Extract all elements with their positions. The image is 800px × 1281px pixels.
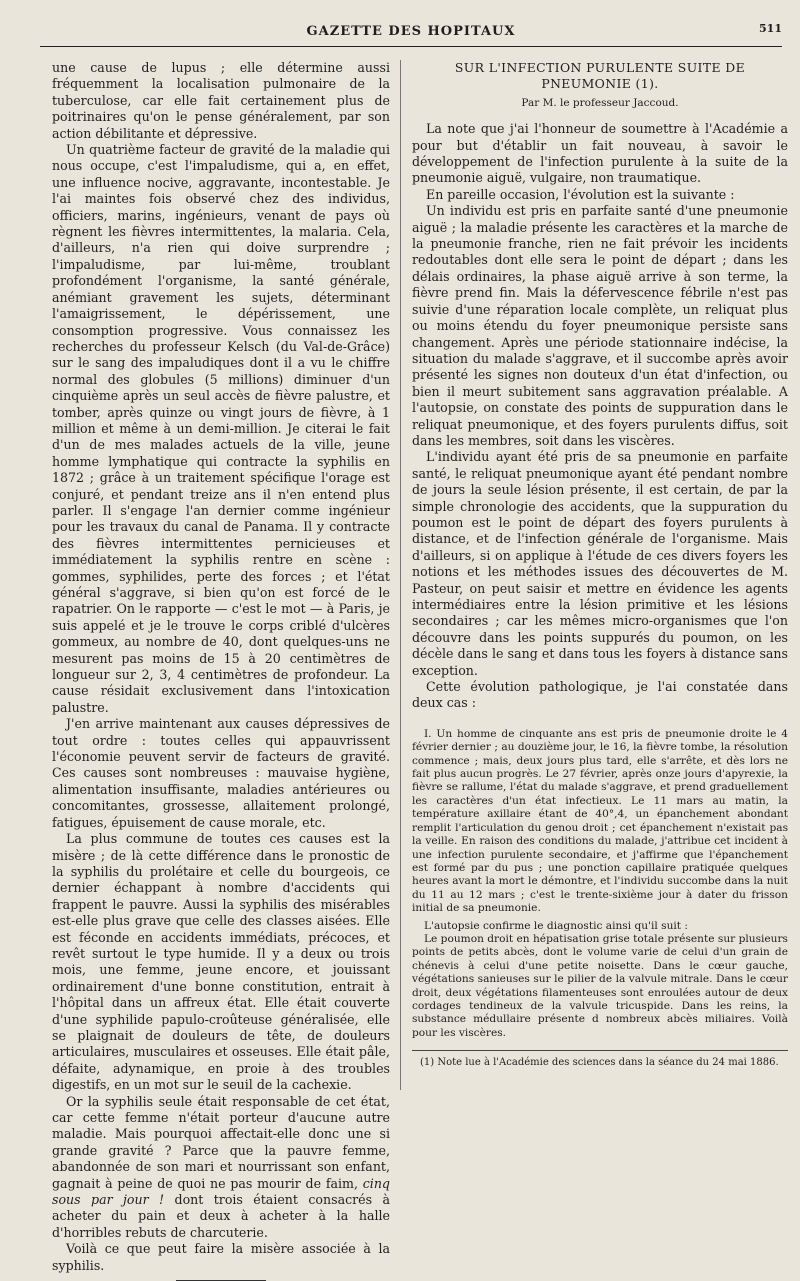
paragraph: J'en arrive maintenant aux causes dépressives de tout ordre : toutes celles qui appauvrissent l'économie peuvent servir de facteurs de gravité. Ces causes sont nombreuses : mauvaise hygiène, alimentation insuffisante, maladies antérieures ou concomitantes, grossesse, allaitement prolongé, fatigues, épuisement de cause morale, etc. <box>52 716 390 830</box>
paragraph: La note que j'ai l'honneur de soumettre à l'Académie a pour but d'établir un fait nouveau, à savoir le développement de l'infection purulente à la suite de la pneumonie aiguë, vulgaire, non traumatique. <box>412 121 788 186</box>
footnote-rule <box>412 1050 788 1051</box>
paragraph: L'individu ayant été pris de sa pneumonie en parfaite santé, le reliquat pneumonique ayant été pendant nombre de jours la seule lésion présente, il est certain, de par la simple chronologie des accidents, que la suppuration du poumon est le point de départ des foyers purulents à distance, et de l'infection générale de l'organisme. Mais d'ailleurs, si on applique à l'étude de ces divers foyers les notions et les méthodes issues des découvertes de M. Pasteur, on peut saisir et mettre en évidence les agents intermédiaires entre la lésion primitive et les lésions secondaires ; car les mêmes micro-organismes que l'on découvre dans les points suppurés du poumon, on les décèle dans le sang et dans tous les foyers à distance sans exception. <box>412 449 788 678</box>
column-divider <box>400 60 401 1090</box>
emphasis-text: cinq sous par jour ! <box>52 1175 390 1208</box>
paragraph-text: Or la syphilis seule était responsable de cet état, car cette femme n'était porteur d'aucune autre maladie. Mais pourquoi affectait-elle donc une si grande gravité ? Parce que la pauvre femme, abandonnée de son mari et nourrissant son enfant, gagnait à peine de quoi ne pas mourir de faim, <box>52 1093 390 1191</box>
journal-title: GAZETTE DES HOPITAUX <box>306 24 516 39</box>
right-column <box>412 60 788 1069</box>
case-paragraph: I. Un homme de cinquante ans est pris de pneumonie droite le 4 février dernier ; au douzième jour, le 16, la fièvre tombe, la résolution commence ; mais, deux jours plus tard, elle s'arrête, et dès lors ne fait plus aucun progrès. Le 27 février, après onze jours d'apyrexie, la fièvre se rallume, l'état du malade s'aggrave, et prend graduellement les caractères d'un état infectieux. Le 11 mars au matin, la température axillaire étant de 40°,4, un épanchement abondant remplit l'articulation du genou droit ; cet épanchement n'existait pas la veille. En raison des conditions du malade, j'attribue cet incident à une infection purulente secondaire, et j'affirme que l'épanchement est formé par du pus ; une ponction capillaire pratiquée quelques heures avant la mort le démontre, et l'individu succombe dans la nuit du 11 au 12 mars ; c'est le trente-sixième jour à dater du frisson initial de sa pneumonie. <box>412 727 788 915</box>
paragraph: Cette évolution pathologique, je l'ai constatée dans deux cas : <box>412 679 788 711</box>
paragraph: La plus commune de toutes ces causes est la misère ; de là cette différence dans le pronostic de la syphilis du prolétaire et celle du bourgeois, ce dernier échappant à nombre d'accidents qui frappent le pauvre. Aussi la syphilis des misérables est-elle plus grave que celle des classes aisées. Elle est féconde en accidents immédiats, précoces, et revêt surtout le type humide. Il y a deux ou trois mois, une femme, jeune encore, et jouissant ordinairement d'une bonne constitution, entrait à l'hôpital dans un affreux état. Elle était couverte d'une syphilide papulo-croûteuse généralisée, elle se plaignait de douleurs de tête, de douleurs articulaires, musculaires et osseuses. Elle était pâle, défaite, adynamique, en proie à des troubles digestifs, en un mot sur le seuil de la cachexie. <box>52 831 390 1093</box>
paragraph-text: dont trois étaient consacrés à acheter du pain et deux à acheter à la halle d'horribles rebuts de charcuterie. <box>52 1192 390 1240</box>
left-column <box>52 60 390 1281</box>
paragraph: En pareille occasion, l'évolution est la suivante : <box>426 186 735 202</box>
page-number: 511 <box>759 22 782 35</box>
case-report <box>412 728 788 1040</box>
header-rule <box>40 46 782 47</box>
paragraph: une cause de lupus ; elle détermine aussi fréquemment la localisation pulmonaire de la tuberculose, car elle fait certainement plus de poitrinaires qu'on le pense généralement, par son action débilitante et dépressive. <box>52 60 390 141</box>
article-author: Par M. le professeur Jaccoud. <box>521 96 679 109</box>
case-paragraph: Le poumon droit en hépatisation grise totale présente sur plusieurs points de petits abcès, dont le volume varie de celui d'un grain de chénevis à celui d'une petite noisette. Dans le cœur gauche, végétations sanieuses sur le pilier de la valvule mitrale. Dans le cœur droit, deux végétations filamenteuses sont enroulées autour de deux cordages tendineux de la valvule tricuspide. Dans les reins, la substance médullaire présente d nombreux abcès miliaires. Voilà pour les viscères. <box>412 932 788 1039</box>
footnote: (1) Note lue à l'Académie des sciences dans la séance du 24 mai 1886. <box>420 1057 779 1069</box>
paragraph: Un individu est pris en parfaite santé d'une pneumonie aiguë ; la maladie présente les caractères et la marche de la pneumonie franche, rien ne fait prévoir les incidents redoutables dont elle sera le point de départ ; dans les délais ordinaires, la phase aiguë arrive à son terme, la fièvre prend fin. Mais la défervescence fébrile n'est pas suivie d'une réparation locale complète, un reliquat plus ou moins étendu du foyer pneumonique persiste sans changement. Après une période stationnaire indécise, la situation du malade s'aggrave, et il succombe après avoir présenté les signes non douteux d'un état d'infection, ou bien il meurt subitement sans aggravation préalable. A l'autopsie, on constate des points de suppuration dans le reliquat pneumonique, et des foyers purulents diffus, soit dans les membres, soit dans les viscères. <box>412 203 788 448</box>
case-paragraph: L'autopsie confirme le diagnostic ainsi qu'il suit : <box>424 919 689 932</box>
article-title: SUR L'INFECTION PURULENTE SUITE DE PNEUMONIE (1). <box>454 60 746 92</box>
paragraph <box>52 1094 390 1242</box>
paragraph: Un quatrième facteur de gravité de la maladie qui nous occupe, c'est l'impaludisme, qui a, en effet, une influence nocive, aggravante, incontestable. Je l'ai maintes fois observé chez des individus, officiers, marins, ingénieurs, venant de pays où règnent les fièvres intermittentes, la malaria. Cela, d'ailleurs, n'a rien qui doive surprendre ; l'impaludisme, par lui-même, troublant profondément l'organisme, la santé générale, anémiant gravement les sujets, déterminant l'amaigrissement, le dépérissement, une consomption progressive. Vous connaissez les recherches du professeur Kelsch (du Val-de-Grâce) sur le sang des impaludiques dont il a vu le chiffre normal des globules (5 millions) diminuer d'un cinquième après un seul accès de fièvre palustre, et tomber, après quinze ou vingt jours de fièvre, à 1 million et même à un demi-million. Je citerai le fait d'un de mes malades actuels de la ville, jeune homme lymphatique qui contracte la syphilis en 1872 ; grâce à un traitement spécifique l'orage est conjuré, et pendant treize ans il n'en entend plus parler. Il s'engage l'an dernier comme ingénieur pour les travaux du canal de Panama. Il y contracte des fièvres intermittentes pernicieuses et immédiatement la syphilis rentre en scène : gommes, syphilides, perte des forces ; et l'état général s'aggrave, si bien qu'on est forcé de le rapatrier. On le rapporte — c'est le mot — à Paris, je suis appelé et je le trouve le corps criblé d'ulcères gommeux, au nombre de 40, dont quelques-uns ne mesurent pas moins de 15 à 20 centimètres de longueur sur 2, 3, 4 centimètres de profondeur. La cause résidait exclusivement dans l'intoxication palustre. <box>52 142 390 715</box>
paragraph: Voilà ce que peut faire la misère associée à la syphilis. <box>52 1241 390 1273</box>
